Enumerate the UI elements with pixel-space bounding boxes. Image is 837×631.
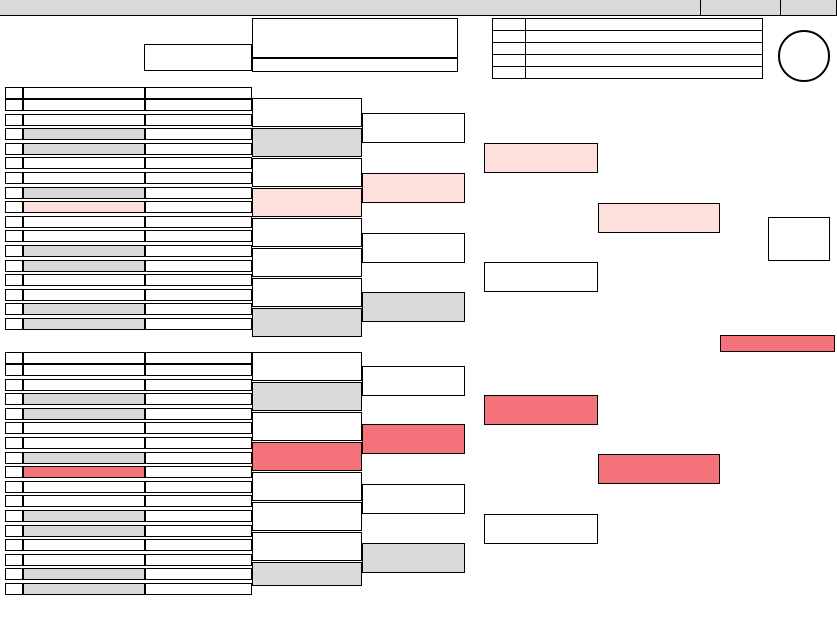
row-number bbox=[5, 318, 23, 330]
row-number bbox=[5, 437, 23, 449]
participant-org bbox=[145, 408, 252, 420]
r2-winner-plate bbox=[362, 424, 465, 454]
r1-winner-plate bbox=[252, 382, 362, 411]
participant-org bbox=[145, 289, 252, 301]
participant-name bbox=[23, 260, 145, 272]
participant-org bbox=[145, 157, 252, 169]
participant-org bbox=[145, 230, 252, 242]
r2-winner-plate bbox=[362, 113, 465, 143]
third-places-note bbox=[252, 58, 458, 72]
row-number bbox=[5, 172, 23, 184]
participant-org bbox=[145, 568, 252, 580]
place-cell bbox=[493, 43, 526, 55]
r3-winner-plate bbox=[484, 514, 598, 544]
participant-name bbox=[23, 510, 145, 522]
places-table bbox=[492, 18, 763, 79]
row-number bbox=[5, 230, 23, 242]
participant-org bbox=[145, 379, 252, 391]
col-no-header bbox=[5, 87, 23, 99]
participant-name bbox=[23, 289, 145, 301]
col-org-header bbox=[145, 352, 252, 364]
row-number bbox=[5, 114, 23, 126]
participant-name bbox=[23, 481, 145, 493]
participant-org bbox=[145, 539, 252, 551]
participant-org bbox=[145, 172, 252, 184]
place-name bbox=[526, 43, 763, 55]
r1-winner-plate bbox=[252, 562, 362, 586]
participant-name bbox=[23, 114, 145, 126]
participant-org bbox=[145, 187, 252, 199]
row-number bbox=[5, 525, 23, 537]
r1-winner-plate bbox=[252, 98, 362, 127]
participant-org bbox=[145, 554, 252, 566]
participant-org bbox=[145, 466, 252, 478]
participant-name bbox=[23, 452, 145, 464]
participant-org bbox=[145, 274, 252, 286]
semifinal-plate bbox=[598, 203, 720, 233]
participant-org bbox=[145, 143, 252, 155]
place-name bbox=[526, 55, 763, 67]
participant-name bbox=[23, 539, 145, 551]
r2-winner-plate bbox=[362, 543, 465, 573]
participant-org bbox=[145, 583, 252, 595]
r1-empty-plate bbox=[252, 502, 362, 531]
row-number bbox=[5, 495, 23, 507]
participant-name bbox=[23, 303, 145, 315]
participant-name bbox=[23, 143, 145, 155]
title-bar bbox=[0, 0, 837, 16]
row-number bbox=[5, 539, 23, 551]
r1-winner-plate bbox=[252, 308, 362, 337]
r1-winner-plate bbox=[252, 352, 362, 381]
row-number bbox=[5, 274, 23, 286]
participant-name bbox=[23, 379, 145, 391]
row-number bbox=[5, 128, 23, 140]
participant-org bbox=[145, 114, 252, 126]
row-number bbox=[5, 260, 23, 272]
participant-name bbox=[23, 364, 145, 376]
row-number bbox=[5, 216, 23, 228]
row-number bbox=[5, 422, 23, 434]
participant-org bbox=[145, 260, 252, 272]
place-cell bbox=[493, 31, 526, 43]
col-fio-header bbox=[23, 352, 145, 364]
header-divider bbox=[780, 0, 781, 16]
participant-name bbox=[23, 172, 145, 184]
participant-name bbox=[23, 583, 145, 595]
row-number bbox=[5, 568, 23, 580]
participant-name bbox=[23, 230, 145, 242]
participant-org bbox=[145, 495, 252, 507]
places-col-place bbox=[493, 19, 526, 31]
participant-name bbox=[23, 245, 145, 257]
r2-winner-plate bbox=[362, 366, 465, 396]
semifinal-plate bbox=[598, 454, 720, 484]
participant-org bbox=[145, 481, 252, 493]
row-number bbox=[5, 554, 23, 566]
row-number bbox=[5, 510, 23, 522]
participant-name bbox=[23, 157, 145, 169]
r1-winner-plate bbox=[252, 128, 362, 157]
r1-empty-plate bbox=[252, 532, 362, 561]
participant-org bbox=[145, 201, 252, 213]
col-no-header bbox=[5, 352, 23, 364]
place-cell bbox=[493, 55, 526, 67]
karate-logo-icon bbox=[778, 30, 830, 82]
r1-winner-plate bbox=[252, 218, 362, 247]
participant-org bbox=[145, 437, 252, 449]
participant-org bbox=[145, 216, 252, 228]
row-number bbox=[5, 466, 23, 478]
participant-name bbox=[23, 318, 145, 330]
participant-name bbox=[23, 187, 145, 199]
r1-empty-plate bbox=[252, 412, 362, 441]
participant-org bbox=[145, 422, 252, 434]
r1-winner-plate bbox=[252, 188, 362, 217]
participant-name bbox=[23, 466, 145, 478]
participant-org bbox=[145, 303, 252, 315]
participant-org bbox=[145, 452, 252, 464]
tatami-number bbox=[768, 217, 830, 261]
participant-name bbox=[23, 554, 145, 566]
row-number bbox=[5, 245, 23, 257]
category bbox=[252, 18, 458, 58]
row-number bbox=[5, 393, 23, 405]
participant-org bbox=[145, 99, 252, 111]
r1-empty-plate bbox=[252, 248, 362, 277]
participant-name bbox=[23, 216, 145, 228]
participant-name bbox=[23, 274, 145, 286]
participants-count bbox=[144, 44, 252, 71]
row-number bbox=[5, 201, 23, 213]
col-org-header bbox=[145, 87, 252, 99]
participant-name bbox=[23, 422, 145, 434]
row-number bbox=[5, 408, 23, 420]
header-divider bbox=[700, 0, 701, 16]
r3-winner-plate bbox=[484, 262, 598, 292]
participant-name bbox=[23, 568, 145, 580]
row-number bbox=[5, 303, 23, 315]
row-number bbox=[5, 452, 23, 464]
participant-name bbox=[23, 408, 145, 420]
participant-org bbox=[145, 364, 252, 376]
row-number bbox=[5, 187, 23, 199]
participant-org bbox=[145, 128, 252, 140]
r1-empty-plate bbox=[252, 158, 362, 187]
r2-winner-plate bbox=[362, 233, 465, 263]
place-cell bbox=[493, 67, 526, 79]
r1-winner-plate bbox=[252, 472, 362, 501]
row-number bbox=[5, 379, 23, 391]
r1-empty-plate bbox=[252, 278, 362, 307]
participant-org bbox=[145, 510, 252, 522]
participant-org bbox=[145, 245, 252, 257]
r2-winner-plate bbox=[362, 292, 465, 322]
row-number bbox=[5, 364, 23, 376]
participant-name bbox=[23, 525, 145, 537]
participant-name bbox=[23, 437, 145, 449]
participant-name bbox=[23, 393, 145, 405]
place-name bbox=[526, 31, 763, 43]
r3-winner-plate bbox=[484, 143, 598, 173]
row-number bbox=[5, 481, 23, 493]
col-fio-header bbox=[23, 87, 145, 99]
row-number bbox=[5, 289, 23, 301]
final-winner-plate bbox=[720, 335, 835, 352]
r2-winner-plate bbox=[362, 173, 465, 203]
row-number bbox=[5, 583, 23, 595]
row-number bbox=[5, 99, 23, 111]
row-number bbox=[5, 143, 23, 155]
r3-winner-plate bbox=[484, 395, 598, 425]
participant-name bbox=[23, 495, 145, 507]
place-name bbox=[526, 67, 763, 79]
participant-org bbox=[145, 393, 252, 405]
participant-org bbox=[145, 525, 252, 537]
places-col-name bbox=[526, 19, 763, 31]
participant-name bbox=[23, 128, 145, 140]
r2-winner-plate bbox=[362, 484, 465, 514]
participant-org bbox=[145, 318, 252, 330]
r1-winner-plate bbox=[252, 442, 362, 471]
participant-name bbox=[23, 201, 145, 213]
row-number bbox=[5, 157, 23, 169]
participant-name bbox=[23, 99, 145, 111]
